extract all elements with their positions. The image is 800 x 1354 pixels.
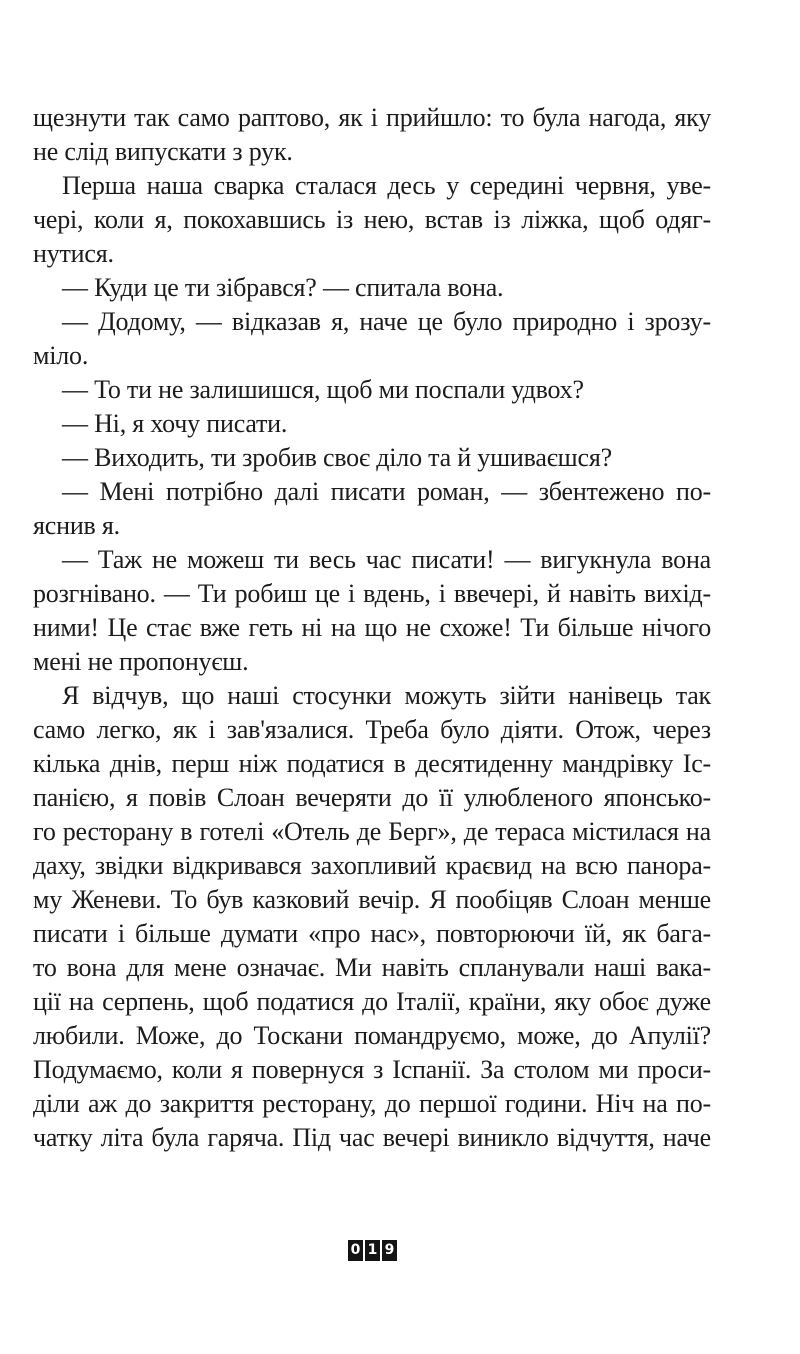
text-line: щезнути так само раптово, як і прийшло: то була нагода, яку — [33, 103, 711, 132]
text-line: любили. Може, до Тоскани помандруємо, може, до Апулії? — [33, 1021, 711, 1050]
text-line: чері, коли я, покохавшись із нею, встав із ліжка, щоб одяг- — [33, 205, 711, 234]
text-line: нутися. — [33, 239, 114, 268]
text-line: яснив я. — [33, 511, 120, 540]
text-line: Подумаємо, коли я повернуся з Іспанії. За столом ми проси- — [33, 1055, 711, 1084]
text-line: не слід випускати з рук. — [33, 137, 293, 166]
text-line: діли аж до закриття ресторану, до першої години. Ніч на по- — [33, 1089, 711, 1118]
text-line: само легко, як і зав'язалися. Треба було діяти. Отож, через — [33, 715, 711, 744]
text-line: розгнівано. — Ти робиш це і вдень, і ввечері, й навіть вихід- — [33, 579, 711, 608]
text-line: — Таж не можеш ти весь час писати! — вигукнула вона — [62, 545, 711, 574]
text-line: то вона для мене означає. Ми навіть спланували наші вака- — [33, 953, 711, 982]
text-line: Я відчув, що наші стосунки можуть зійти нанівець так — [62, 681, 711, 710]
text-line: — Виходить, ти зробив своє діло та й ушиваєшся? — [62, 443, 612, 472]
text-line: — То ти не залишишся, щоб ми поспали удвох? — [62, 375, 584, 404]
text-line: панією, я повів Слоан вечеряти до її улюбленого японсько- — [33, 783, 711, 812]
text-line: мені не пропонуєш. — [33, 647, 249, 676]
text-line: го ресторану в готелі «Отель де Берг», де тераса містилася на — [33, 817, 711, 846]
page-number-digit: 9 — [382, 1240, 397, 1261]
text-line: даху, звідки відкривався захопливий краєвид на всю панора- — [33, 851, 711, 880]
page-number-digit: 0 — [348, 1240, 363, 1261]
text-line: кілька днів, перш ніж податися в десятиденну мандрівку Іс- — [33, 749, 711, 778]
text-line: — Ні, я хочу писати. — [62, 409, 288, 438]
text-line: ними! Це стає вже геть ні на що не схоже! Ти більше нічого — [33, 613, 711, 642]
page-number — [348, 1240, 397, 1261]
text-line: Перша наша сварка сталася десь у середині червня, уве- — [62, 171, 711, 200]
text-line: міло. — [33, 341, 89, 370]
text-line: — Куди це ти зібрався? — спитала вона. — [62, 273, 504, 302]
text-line: писати і більше думати «про нас», повторюючи їй, як бага- — [33, 919, 711, 948]
text-line: — Додому, — відказав я, наче це було природно і зрозу- — [62, 307, 711, 336]
text-line: ції на серпень, щоб податися до Італії, країни, яку обоє дуже — [33, 987, 711, 1016]
page-number-digit: 1 — [365, 1240, 380, 1261]
text-line: му Женеви. То був казковий вечір. Я пообіцяв Слоан менше — [33, 885, 711, 914]
text-line: — Мені потрібно далі писати роман, — збентежено по- — [62, 477, 711, 506]
text-line: чатку літа була гаряча. Під час вечері виникло відчуття, наче — [33, 1123, 711, 1152]
